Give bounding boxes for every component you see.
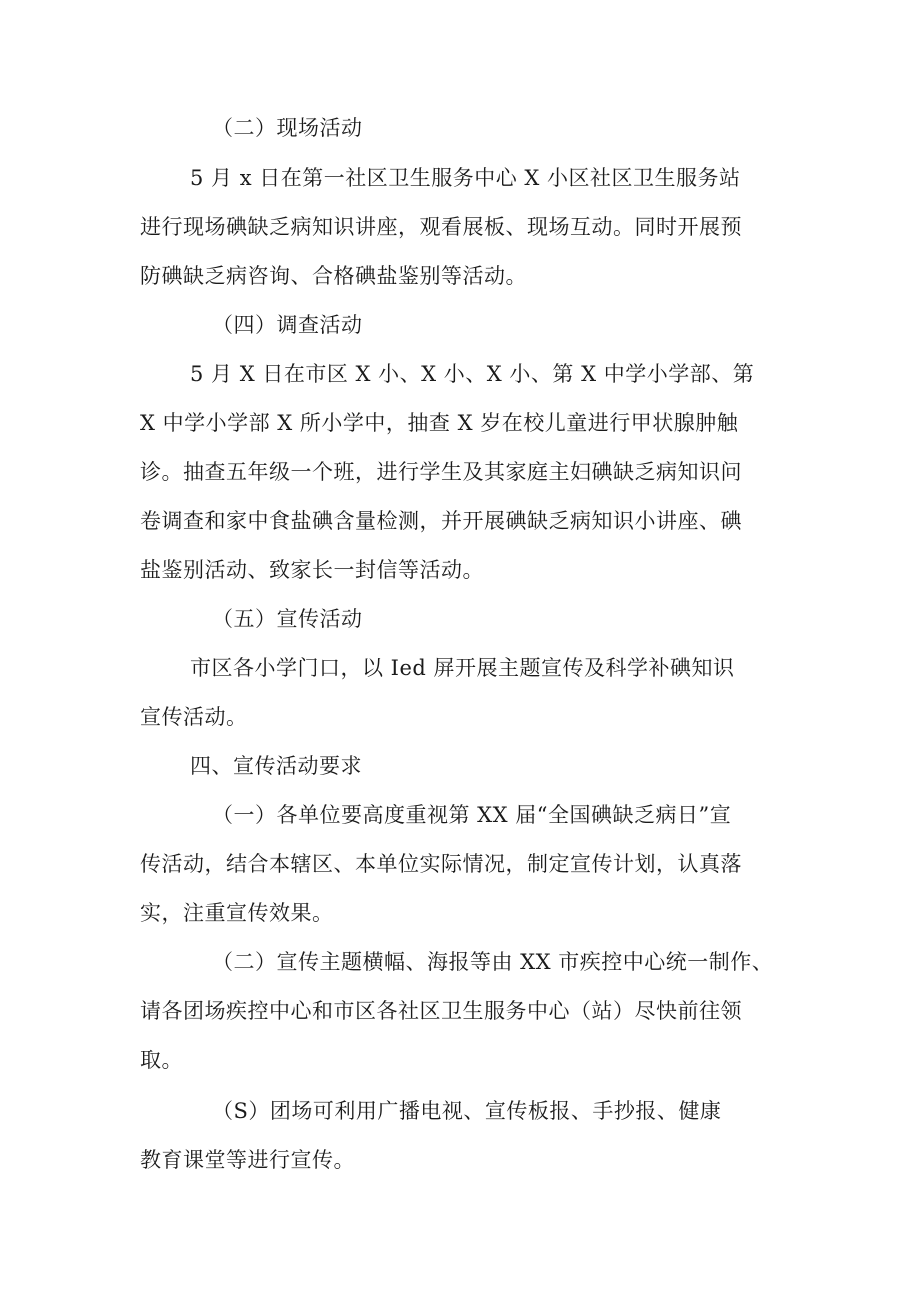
paragraph-line: X 中学小学部 X 所小学中，抽查 X 岁在校儿童进行甲状腺肿触	[140, 411, 739, 435]
paragraph-line: 实，注重宣传效果。	[140, 901, 334, 925]
paragraph-line: 进行现场碘缺乏病知识讲座，观看展板、现场互动。同时开展预	[140, 215, 742, 239]
paragraph-line: 宣传活动。	[140, 705, 248, 729]
paragraph-line: 教育课堂等进行宣传。	[140, 1148, 355, 1172]
paragraph-line: 防碘缺乏病咨询、合格碘盐鉴别等活动。	[140, 264, 527, 288]
paragraph-line: 5 月 X 日在市区 X 小、X 小、X 小、第 X 中学小学部、第	[190, 362, 755, 386]
paragraph-line: 5 月 x 日在第一社区卫生服务中心 X 小区社区卫生服务站	[190, 166, 741, 190]
section-heading-requirements: 四、宣传活动要求	[190, 754, 362, 778]
paragraph-line: 市区各小学门口，以 Ied 屏开展主题宣传及科学补碘知识	[190, 656, 735, 680]
paragraph-line: 诊。抽查五年级一个班，进行学生及其家庭主妇碘缺乏病知识问	[140, 460, 742, 484]
paragraph-line: 传活动，结合本辖区、本单位实际情况，制定宣传计划，认真落	[140, 852, 742, 876]
paragraph-line: 卷调查和家中食盐碘含量检测，并开展碘缺乏病知识小讲座、碘	[140, 509, 742, 533]
paragraph-line: （S）团场可利用广播电视、宣传板报、手抄报、健康	[212, 1099, 722, 1123]
paragraph-line: （二）宣传主题横幅、海报等由 XX 市疾控中心统一制作、	[212, 950, 774, 974]
paragraph-line: 请各团场疾控中心和市区各社区卫生服务中心（站）尽快前往领	[140, 999, 742, 1023]
section-heading-publicity-activity: （五）宣传活动	[212, 607, 363, 631]
section-heading-onsite-activity: （二）现场活动	[212, 116, 363, 140]
section-heading-survey-activity: （四）调查活动	[212, 313, 363, 337]
paragraph-line: （一）各单位要高度重视第 XX 届“全国碘缺乏病日”宣	[212, 803, 732, 827]
paragraph-line: 取。	[140, 1048, 183, 1072]
paragraph-line: 盐鉴别活动、致家长一封信等活动。	[140, 558, 484, 582]
